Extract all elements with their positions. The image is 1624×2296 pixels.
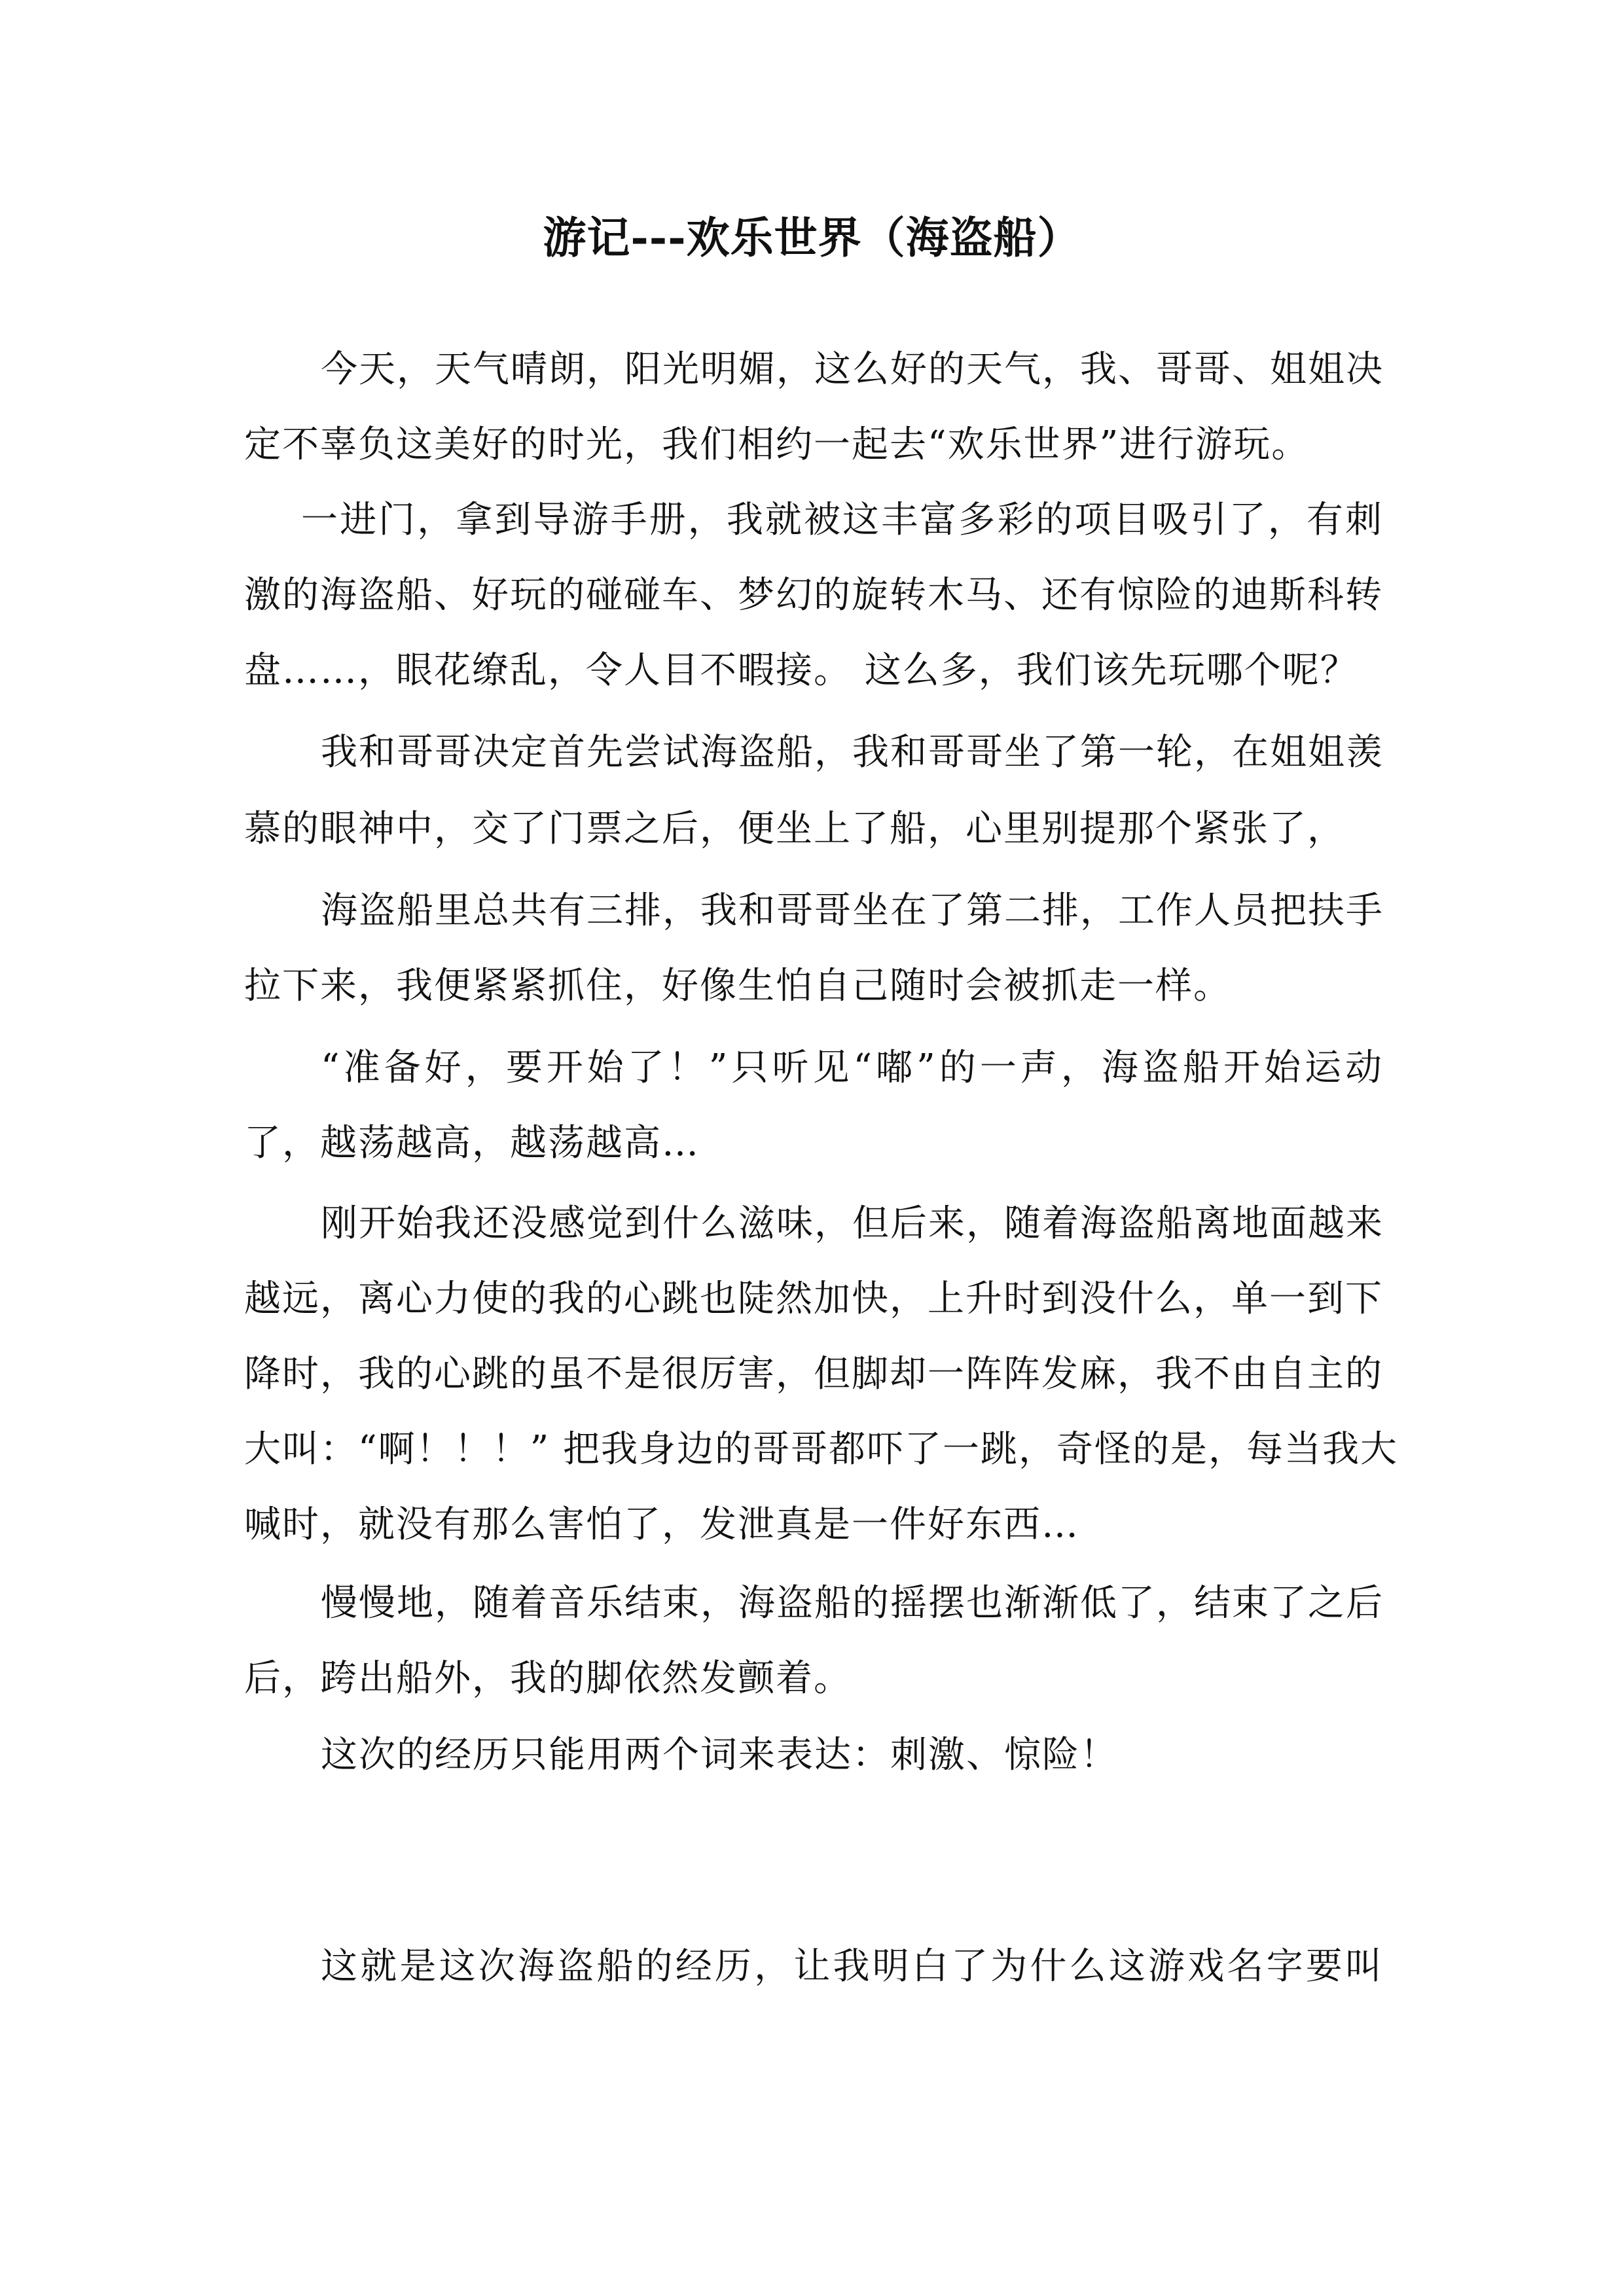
text-line: 降时，我的心跳的虽不是很厉害，但脚却一阵阵发麻，我不由自主的 <box>244 1353 1383 1395</box>
text-line: 这次的经历只能用两个词来表达：刺激、惊险！ <box>321 1734 1118 1776</box>
text-line: 激的海盗船、好玩的碰碰车、梦幻的旋转木马、还有惊险的迪斯科转 <box>244 574 1383 617</box>
text-line: 慢慢地，随着音乐结束，海盗船的摇摆也渐渐低了，结束了之后 <box>321 1582 1384 1624</box>
text-line: “准备好，要开始了！”只听见“嘟”的一声，海盗船开始运动 <box>321 1047 1383 1089</box>
text-line: 盘……，眼花缭乱，令人目不暇接。 这么多，我们该先玩哪个呢？ <box>244 649 1358 692</box>
text-line: 海盗船里总共有三排，我和哥哥坐在了第二排，工作人员把扶手 <box>321 889 1384 932</box>
text-line: 拉下来，我便紧紧抓住，好像生怕自己随时会被抓走一样。 <box>244 965 1231 1007</box>
text-line: 喊时，就没有那么害怕了，发泄真是一件好东西… <box>244 1503 1079 1546</box>
text-line: 越远，离心力使的我的心跳也陡然加快，上升时到没什么，单一到下 <box>244 1278 1383 1320</box>
text-line: 今天，天气晴朗，阳光明媚，这么好的天气，我、哥哥、姐姐决 <box>321 348 1384 391</box>
text-line: 大叫：“啊！！！” 把我身边的哥哥都吓了一跳，奇怪的是，每当我大 <box>244 1428 1399 1471</box>
text-line: 了，越荡越高，越荡越高… <box>244 1122 700 1164</box>
text-line: 慕的眼神中，交了门票之后，便坐上了船，心里别提那个紧张了， <box>244 808 1345 850</box>
text-line: 刚开始我还没感觉到什么滋味，但后来，随着海盗船离地面越来 <box>321 1202 1384 1245</box>
text-line: 定不辜负这美好的时光，我们相约一起去“欢乐世界”进行游玩。 <box>244 423 1310 466</box>
text-line: 我和哥哥决定首先尝试海盗船，我和哥哥坐了第一轮，在姐姐羡 <box>321 731 1384 774</box>
text-line: 这就是这次海盗船的经历，让我明白了为什么这游戏名字要叫 <box>321 1945 1383 1988</box>
document-title: 游记---欢乐世界（海盗船） <box>543 212 1081 263</box>
text-line: 后，跨出船外，我的脚依然发颤着。 <box>244 1657 852 1700</box>
text-line: 一进门，拿到导游手册，我就被这丰富多彩的项目吸引了，有刺 <box>301 499 1383 541</box>
